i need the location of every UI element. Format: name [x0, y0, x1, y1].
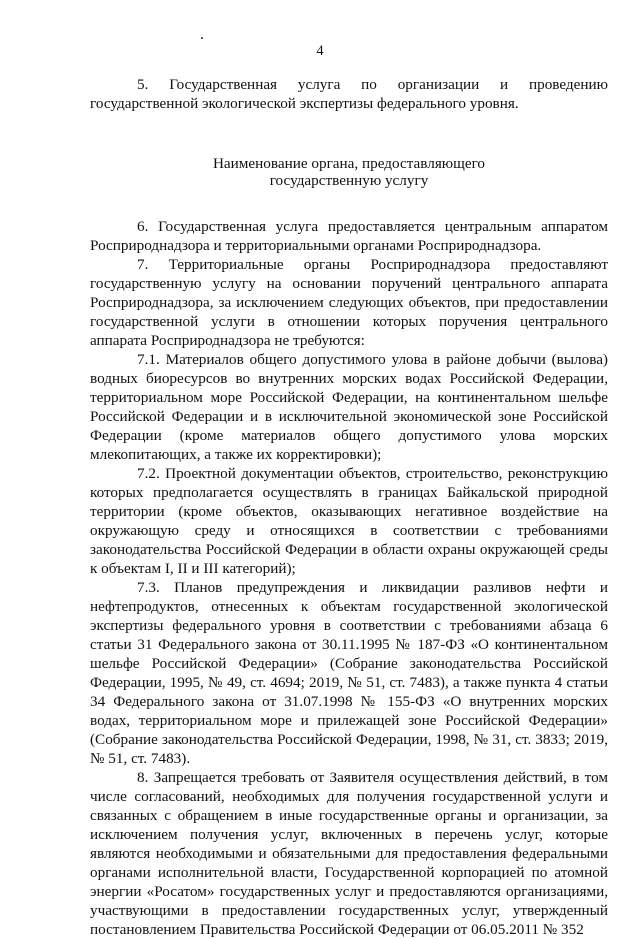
scan-speck — [201, 37, 203, 39]
paragraph-5: 5. Государственная услуга по организации и проведению государственной экологической экспертизы федерального уровня. — [90, 76, 608, 112]
paragraph-8: 8. Запрещается требовать от Заявителя осуществления действий, в том числе согласований, необходимых для получения государственной услуги и связанных с обращением в иные государственные органы и организации, за исключением получения услуг, включенных в перечень услуг, которые являются необходимыми и обязательными для предоставления федеральными органами исполнительной власти, Государственной корпорацией по атомной энергии «Росатом» государственных услуг и предоставляются организациями, участвующими в предоставлении государственных услуг, утвержденный постановлением Правительства Российской Федерации от 06.05.2011 № 352 — [90, 769, 608, 938]
paragraph-7-2: 7.2. Проектной документации объектов, строительство, реконструкцию которых предполагается осуществлять в границах Байкальской природной территории (кроме объектов, оказывающих негативное воздействие на окружающую среду и относящихся в соответствии с требованиями законодательства Российской Федерации в области охраны окружающей среды к объектам I, II и III категорий); — [90, 465, 608, 577]
document-body — [90, 75, 608, 939]
paragraph-7: 7. Территориальные органы Росприроднадзора предоставляют государственную услугу на основании поручений центрального аппарата Росприроднадзора, за исключением следующих объектов, при предоставлении государственной услуги в отношении которых поручения центрального аппарата Росприроднадзора не требуются: — [90, 256, 608, 349]
paragraph-7-3: 7.3. Планов предупреждения и ликвидации разливов нефти и нефтепродуктов, отнесенных к объектам государственной экологической экспертизы федерального уровня в соответствии с требованиями абзаца 6 статьи 31 Федерального закона от 30.11.1995 № 187-ФЗ «О континентальном шельфе Российской Федерации» (Собрание законодательства Российской Федерации, 1995, № 49, ст. 4694; 2019, № 51, ст. 7483), а также пункта 4 статьи 34 Федерального закона от 31.07.1998 № 155-ФЗ «О внутренних морских водах, территориальном море и прилежащей зоне Российской Федерации» (Собрание законодательства Российской Федерации, 1998, № 31, ст. 3833; 2019, № 51, ст. 7483). — [90, 579, 608, 767]
paragraph-7-1: 7.1. Материалов общего допустимого улова в районе добычи (вылова) водных биоресурсов во внутренних морских водах Российской Федерации, территориальном море Российской Федерации, на континентальном шельфе Российской Федерации и в исключительной экономической зоне Российской Федерации (кроме материалов общего допустимого улова морских млекопитающих, а также их корректировки); — [90, 351, 608, 463]
page-number: 4 — [316, 43, 324, 59]
section-heading-line-2: государственную услугу — [269, 172, 429, 189]
paragraph-6: 6. Государственная услуга предоставляется центральным аппаратом Росприроднадзора и территориальными органами Росприроднадзора. — [90, 218, 608, 254]
section-heading-line-1: Наименование органа, предоставляющего — [212, 155, 486, 172]
section-heading — [90, 155, 608, 189]
